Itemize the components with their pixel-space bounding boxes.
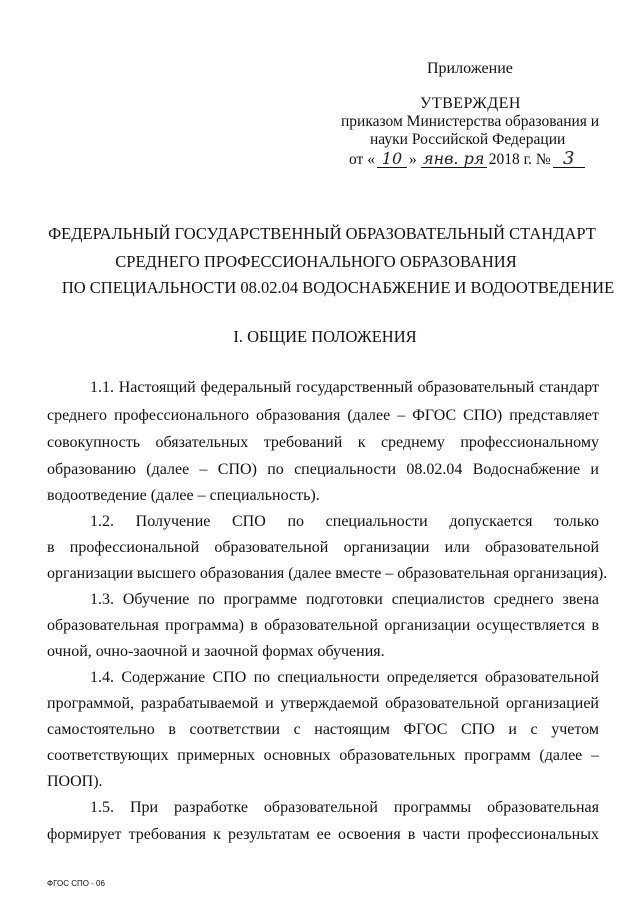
body-line: водоотведение (далее – специальность). — [47, 487, 320, 504]
order-number-handwritten: 3 — [553, 150, 585, 168]
body-line: 1.2. Получение СПО по специальности допускается только — [90, 513, 599, 530]
body-line: совокупность обязательных требований к среднему профессиональному — [47, 434, 599, 451]
order-day-handwritten: 10 — [377, 150, 407, 168]
body-line: 1.1. Настоящий федеральный государственный образовательный стандарт — [90, 379, 599, 396]
approved-label: УТВЕРЖДЕН — [420, 95, 521, 112]
body-line: формирует требования к результатам ее освоения в части профессиональных — [47, 826, 599, 843]
body-line: среднего профессионального образования (далее – ФГОС СПО) представляет — [47, 407, 599, 424]
appendix-label: Приложение — [427, 60, 513, 77]
body-line: самостоятельно в соответствии с настоящим ФГОС СПО и с учетом — [47, 721, 599, 738]
order-line-1: приказом Министерства образования и — [341, 113, 600, 130]
body-line: образовательная программа) в образовательной организации осуществляется в — [47, 617, 599, 634]
body-line: 1.3. Обучение по программе подготовки специалистов среднего звена — [90, 591, 599, 608]
order-prefix: от « — [349, 151, 375, 168]
order-year: 2018 г. № — [488, 151, 551, 168]
order-close-quote: » — [408, 151, 417, 168]
body-line: 1.4. Содержание СПО по специальности определяется образовательной — [90, 669, 599, 686]
document-title-line-3: ПО СПЕЦИАЛЬНОСТИ 08.02.04 ВОДОСНАБЖЕНИЕ И ВОДООТВЕДЕНИЕ — [61, 278, 615, 297]
body-line: образованию (далее – СПО) по специальности 08.02.04 Водоснабжение и — [47, 461, 599, 478]
order-line-2: науки Российской Федерации — [370, 131, 566, 148]
order-date-line — [349, 150, 585, 169]
body-line: программой, разрабатываемой и утверждаемой образовательной организацией — [47, 695, 599, 712]
section-heading: I. ОБЩИЕ ПОЛОЖЕНИЯ — [233, 327, 417, 346]
body-line: 1.5. При разработке образовательной программы образовательная — [90, 799, 599, 816]
body-line: очной, очно-заочной и заочной формах обучения. — [47, 643, 385, 660]
body-line: ПООП). — [47, 773, 103, 790]
document-title-line-2: СРЕДНЕГО ПРОФЕССИОНАЛЬНОГО ОБРАЗОВАНИЯ — [115, 252, 517, 271]
document-title-line-1: ФЕДЕРАЛЬНЫЙ ГОСУДАРСТВЕННЫЙ ОБРАЗОВАТЕЛЬНЫЙ СТАНДАРТ — [48, 224, 596, 243]
footer-label: ФГОС СПО - 06 — [47, 879, 105, 888]
body-line: в профессиональной образовательной организации или образовательной — [47, 539, 599, 556]
body-line: организации высшего образования (далее вместе – образовательная организация). — [47, 565, 608, 582]
order-month-handwritten: янв. ря — [421, 150, 487, 168]
body-line: соответствующих примерных основных образовательных программ (далее – — [47, 747, 599, 764]
